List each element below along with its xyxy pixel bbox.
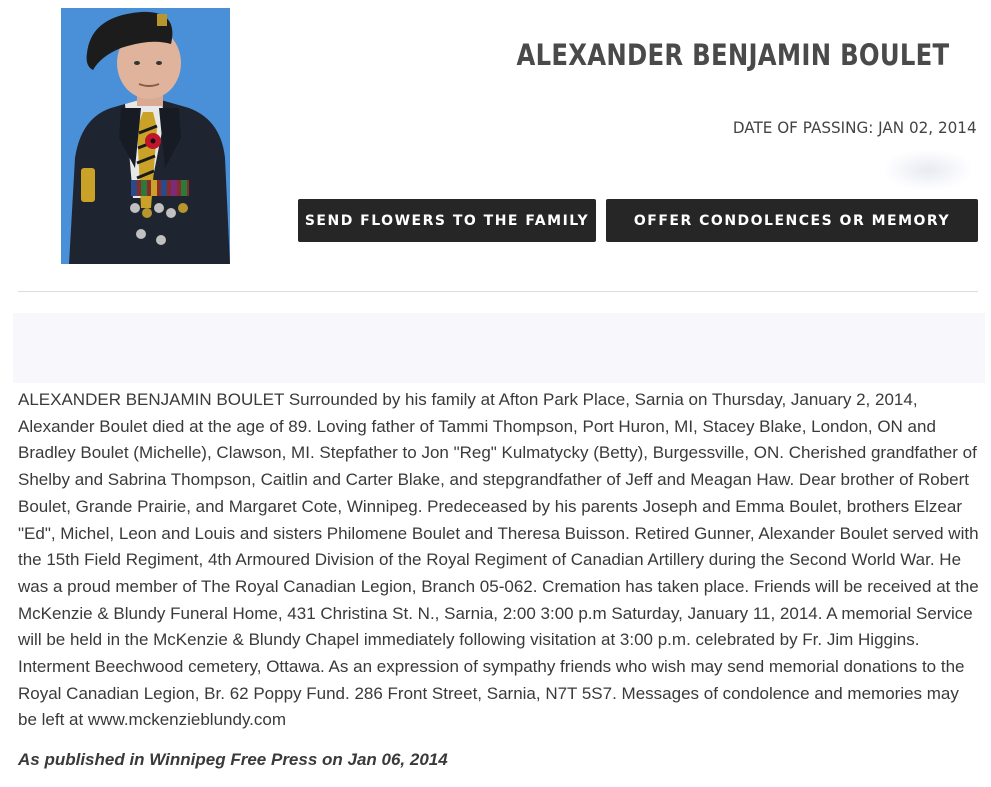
ad-placeholder [13, 313, 985, 383]
publication-note: As published in Winnipeg Free Press on Jan 06, 2014 [18, 750, 448, 769]
faded-graphic [884, 150, 972, 190]
offer-condolences-button[interactable]: OFFER CONDOLENCES OR MEMORY [606, 199, 978, 242]
deceased-photo [61, 8, 230, 264]
send-flowers-button[interactable]: SEND FLOWERS TO THE FAMILY [298, 199, 596, 242]
obituary-body: ALEXANDER BENJAMIN BOULET Surrounded by his family at Afton Park Place, Sarnia on Thursday, January 2, 2014, Alexander Boulet died at the age of 89. Loving father of Tammi Thompson, Port Huron, MI, Stacey Blake, London, ON and Bradley Boulet (Michelle), Clawson, MI. Stepfather to Jon "Reg" Kulmatycky (Betty), Burgessville, ON. Cherished grandfather of Shelby and Sabrina Thompson, Caitlin and Carter Blake, and stepgrandfather of Jeff and Meagan Haw. Dear brother of Robert Boulet, Grande Prairie, and Margaret Cote, Winnipeg. Predeceased by his parents Joseph and Emma Boulet, brothers Elzear "Ed", Michel, Leon and Louis and sisters Philomene Boulet and Theresa Buisson. Retired Gunner, Alexander Boulet served with the 15th Field Regiment, 4th Armoured Division of the Royal Regiment of Canadian Artillery during the Second World War. He was a proud member of The Royal Canadian Legion, Branch 05-062. Cremation has taken place. Friends will be received at the McKenzie & Blundy Funeral Home, 431 Christina St. N., Sarnia, 2:00 3:00 p.m Saturday, January 11, 2014. A memorial Service will be held in the McKenzie & Blundy Chapel immediately following visitation at 3:00 p.m. celebrated by Fr. Jim Higgins. Interment Beechwood cemetery, Ottawa. As an expression of sympathy friends who wish may send memorial donations to the Royal Canadian Legion, Br. 62 Poppy Fund. 286 Front Street, Sarnia, N7T 5S7. Messages of condolence and memories may be left at www.mckenzieblundy.com [18, 390, 979, 730]
date-of-passing-label: DATE OF PASSING: [733, 118, 874, 137]
deceased-name: ALEXANDER BENJAMIN BOULET [516, 38, 949, 72]
date-of-passing [733, 118, 977, 137]
section-divider [18, 291, 978, 292]
date-of-passing-value: JAN 02, 2014 [878, 118, 977, 137]
